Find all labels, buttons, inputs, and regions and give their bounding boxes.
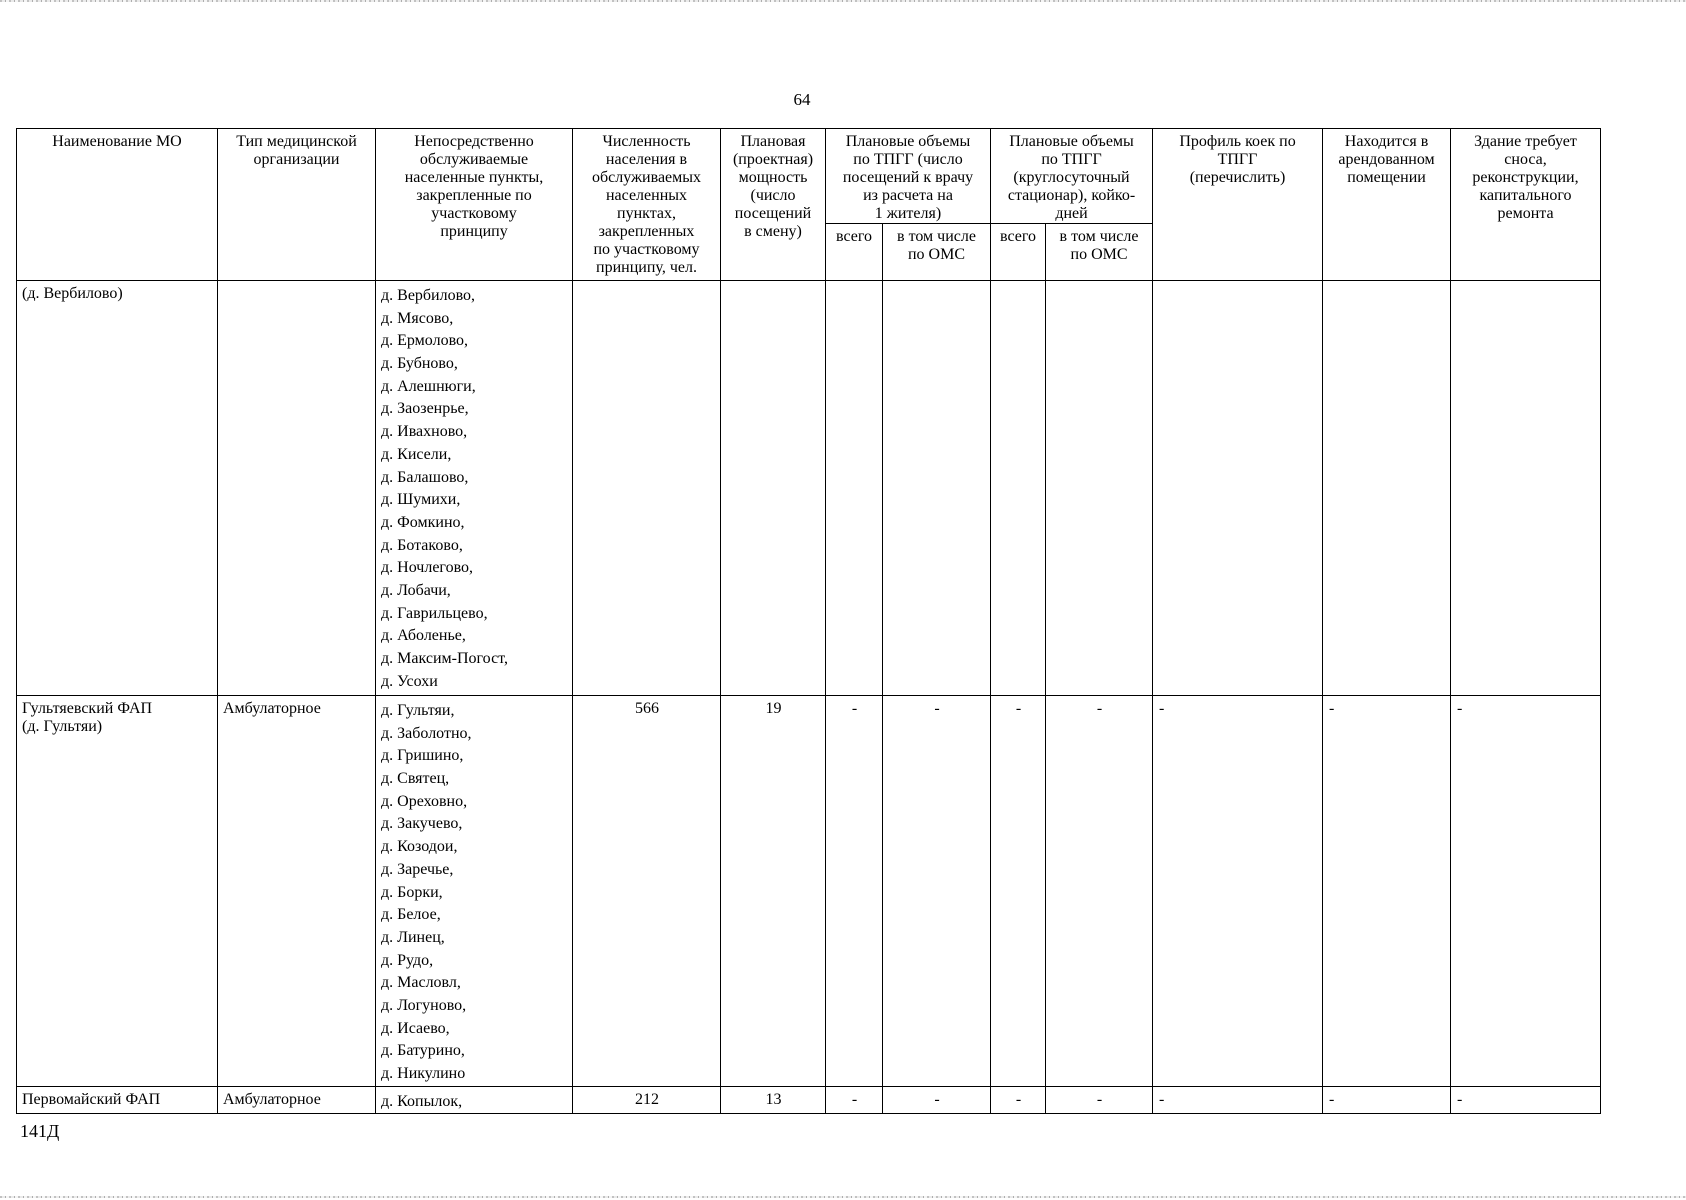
header-stationary-group: Плановые объемы по ТПГГ (круглосуточный стационар), койко- дней: [991, 129, 1153, 224]
list-item: д. Батурино,: [381, 1042, 465, 1060]
cell-stat-total: -: [991, 1086, 1046, 1114]
cell-beds-profile: -: [1153, 1086, 1323, 1114]
list-item: д. Гришино,: [381, 747, 464, 765]
header-visits-total: всего: [826, 224, 883, 281]
list-item: д. Заболотно,: [381, 724, 472, 742]
cell-population: [573, 281, 721, 696]
list-item: д. Мясово,: [381, 309, 454, 327]
list-item: д. Шумихи,: [381, 491, 461, 509]
list-item: д. Кисели,: [381, 445, 452, 463]
cell-demolition: -: [1451, 1086, 1601, 1114]
list-item: д. Алешнюги,: [381, 377, 476, 395]
list-item: д. Ореховно,: [381, 792, 468, 810]
list-item: д. Лобачи,: [381, 581, 451, 599]
list-item: д. Вербилово,: [381, 287, 476, 304]
list-item: д. Усохи: [381, 672, 438, 690]
cell-population: 566: [573, 696, 721, 1087]
cell-mo-name: Первомайский ФАП: [17, 1086, 218, 1114]
cell-stat-total: [991, 281, 1046, 696]
settlements-list: [381, 285, 568, 693]
cell-type: Амбулаторное: [218, 696, 376, 1087]
list-item: д. Ночлегово,: [381, 559, 474, 577]
list-item: д. Ботаково,: [381, 536, 463, 554]
table-row: [17, 1086, 1601, 1114]
list-item: д. Логуново,: [381, 996, 467, 1014]
header-row-1: [17, 129, 1601, 224]
cell-stat-total: -: [991, 696, 1046, 1087]
list-item: д. Козодои,: [381, 838, 458, 856]
header-beds-profile: Профиль коек по ТПГГ (перечислить): [1153, 129, 1323, 281]
cell-settlements: [376, 281, 573, 696]
header-population: Численность населения в обслуживаемых населенных пунктах, закрепленных по участковому принципу, чел.: [573, 129, 721, 281]
cell-visits-oms: [883, 281, 991, 696]
cell-visits-oms: -: [883, 1086, 991, 1114]
list-item: д. Аболенье,: [381, 627, 466, 645]
list-item: д. Масловл,: [381, 974, 461, 992]
settlements-list: [381, 1091, 568, 1114]
list-item: д. Ивахново,: [381, 423, 468, 441]
list-item: д. Никулино: [381, 1065, 466, 1082]
scan-edge-top: [0, 0, 1686, 2]
cell-mo-name: (д. Вербилово): [17, 281, 218, 696]
table-row: [17, 281, 1601, 696]
cell-visits-total: -: [826, 1086, 883, 1114]
list-item: д. Борки,: [381, 883, 443, 901]
list-item: д. Рудо,: [381, 951, 434, 969]
scan-edge-bottom: [0, 1196, 1686, 1198]
medical-organizations-table: [16, 128, 1601, 1114]
list-item: д. Линец,: [381, 928, 445, 946]
list-item: д. Гультяи,: [381, 702, 455, 719]
header-visits-oms: в том числе по ОМС: [883, 224, 991, 281]
list-item: д. Святец,: [381, 770, 450, 788]
cell-capacity: 13: [721, 1086, 826, 1114]
cell-rented: -: [1323, 1086, 1451, 1114]
cell-settlements: [376, 696, 573, 1087]
table-row: [17, 696, 1601, 1087]
list-item: д. Копылок,: [381, 1092, 463, 1110]
cell-rented: [1323, 281, 1451, 696]
header-rented: Находится в арендованном помещении: [1323, 129, 1451, 281]
header-name: Наименование МО: [17, 129, 218, 281]
cell-stat-oms: -: [1046, 1086, 1153, 1114]
cell-capacity: [721, 281, 826, 696]
header-type: Тип медицинской организации: [218, 129, 376, 281]
cell-stat-oms: -: [1046, 696, 1153, 1087]
cell-demolition: [1451, 281, 1601, 696]
settlements-list: [381, 700, 568, 1086]
cell-population: 212: [573, 1086, 721, 1114]
cell-type: Амбулаторное: [218, 1086, 376, 1114]
cell-mo-name: Гультяевский ФАП (д. Гультяи): [17, 696, 218, 1087]
header-settlements: Непосредственно обслуживаемые населенные пункты, закрепленные по участковому принципу: [376, 129, 573, 281]
header-capacity: Плановая (проектная) мощность (число посещений в смену): [721, 129, 826, 281]
cell-beds-profile: -: [1153, 696, 1323, 1087]
header-visits-group: Плановые объемы по ТПГГ (число посещений к врачу из расчета на 1 жителя): [826, 129, 991, 224]
document-code: 141Д: [20, 1121, 60, 1141]
list-item: д. Заречье,: [381, 860, 454, 878]
list-item: д. Фомкино,: [381, 513, 465, 531]
list-item: д. Белое,: [381, 906, 441, 924]
cell-visits-oms: -: [883, 696, 991, 1087]
cell-demolition: -: [1451, 696, 1601, 1087]
list-item: д. Максим-Погост,: [381, 650, 508, 667]
page-number: 64: [793, 90, 811, 109]
header-demolition: Здание требует сноса, реконструкции, капитального ремонта: [1451, 129, 1601, 281]
cell-visits-total: [826, 281, 883, 696]
cell-visits-total: -: [826, 696, 883, 1087]
cell-rented: -: [1323, 696, 1451, 1087]
list-item: д. Закучево,: [381, 815, 463, 833]
list-item: д. Гаврильцево,: [381, 604, 488, 622]
list-item: д. Исаево,: [381, 1019, 450, 1037]
header-stat-oms: в том числе по ОМС: [1046, 224, 1153, 281]
cell-capacity: 19: [721, 696, 826, 1087]
cell-type: [218, 281, 376, 696]
list-item: д. Ермолово,: [381, 332, 469, 350]
list-item: д. Балашово,: [381, 468, 469, 486]
list-item: д. Заозенрье,: [381, 400, 469, 418]
cell-stat-oms: [1046, 281, 1153, 696]
header-stat-total: всего: [991, 224, 1046, 281]
cell-beds-profile: [1153, 281, 1323, 696]
cell-settlements: [376, 1086, 573, 1114]
list-item: д. Бубново,: [381, 355, 458, 373]
